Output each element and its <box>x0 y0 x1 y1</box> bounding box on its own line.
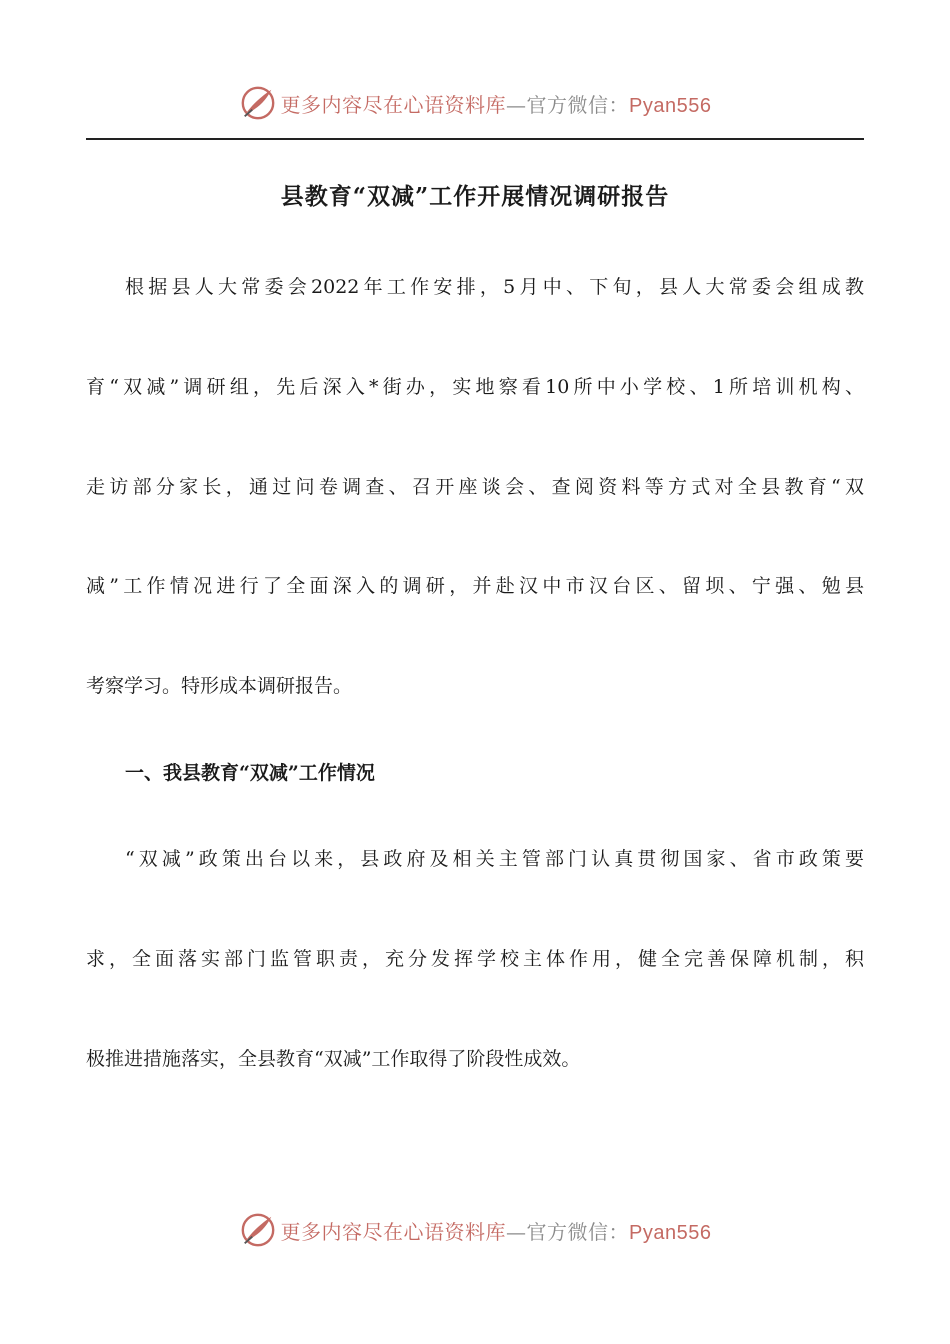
para2-line-3: 极推进措施落实，全县教育“双减”工作取得了阶段性成效。 <box>86 1048 581 1070</box>
para1-line-3: 走访部分家长，通过问卷调查、召开座谈会、查阅资料等方式对全县教育“双 <box>86 476 864 498</box>
banner-wechat-id: Pyan556 <box>629 94 712 117</box>
quill-pen-logo-icon <box>239 1211 277 1249</box>
quill-pen-logo-icon <box>239 84 277 122</box>
header-banner <box>0 84 950 122</box>
document-title: 县教育“双减”工作开展情况调研报告 <box>280 183 670 210</box>
banner-text <box>281 1216 712 1245</box>
para2-line-2: 求，全面落实部门监管职责，充分发挥学校主体作用，健全完善保障机制，积 <box>86 948 864 970</box>
section-heading-1: 一、我县教育“双减”工作情况 <box>125 762 375 784</box>
banner-title: 更多内容尽在心语资料库 <box>280 1219 507 1244</box>
banner-title: 更多内容尽在心语资料库 <box>280 92 507 117</box>
footer-banner <box>0 1211 950 1249</box>
banner-official-label: —官方微信： <box>506 1219 630 1244</box>
para2-line-1: “双减”政策出台以来，县政府及相关主管部门认真贯彻国家、省市政策要 <box>125 848 864 870</box>
para1-line-1: 根据县人大常委会2022年工作安排，5月中、下旬，县人大常委会组成教 <box>125 276 864 298</box>
para1-line-2: 育“双减”调研组，先后深入*街办，实地察看10所中小学校、1所培训机构、 <box>86 376 864 398</box>
banner-official-label: —官方微信： <box>506 92 630 117</box>
header-divider <box>86 138 864 140</box>
para1-line-5: 考察学习。特形成本调研报告。 <box>86 675 353 697</box>
banner-wechat-id: Pyan556 <box>629 1221 712 1244</box>
para1-line-4: 减”工作情况进行了全面深入的调研，并赴汉中市汉台区、留坝、宁强、勉县 <box>86 575 864 597</box>
banner-text <box>281 89 712 118</box>
